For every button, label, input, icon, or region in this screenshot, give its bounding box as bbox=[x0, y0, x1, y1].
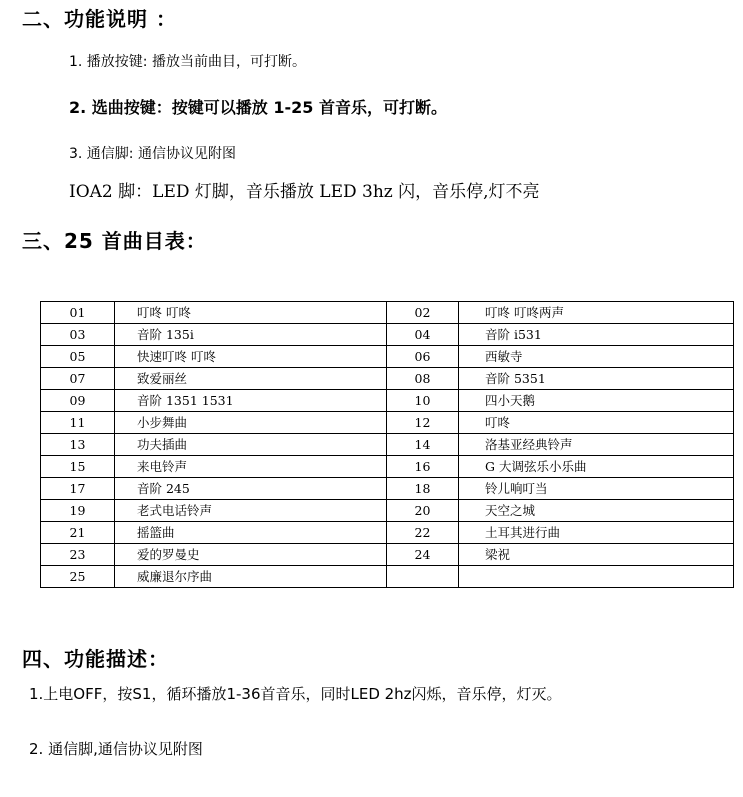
song-row bbox=[41, 478, 734, 500]
song-title-cell: 音阶 i531 bbox=[459, 324, 734, 346]
song-row bbox=[41, 390, 734, 412]
song-title-cell: 致爱丽丝 bbox=[115, 368, 387, 390]
song-title-cell: 西敏寺 bbox=[459, 346, 734, 368]
song-number-cell: 23 bbox=[41, 544, 115, 566]
song-title-cell: 音阶 135i bbox=[115, 324, 387, 346]
song-title-cell: G 大调弦乐小乐曲 bbox=[459, 456, 734, 478]
song-number-cell: 21 bbox=[41, 522, 115, 544]
song-row bbox=[41, 324, 734, 346]
song-row bbox=[41, 412, 734, 434]
song-number-cell: 10 bbox=[387, 390, 459, 412]
song-title-cell: 小步舞曲 bbox=[115, 412, 387, 434]
function-item-select-key: 2. 选曲按键：按键可以播放 1-25 首音乐，可打断。 bbox=[69, 98, 447, 117]
song-title-cell: 叮咚 叮咚两声 bbox=[459, 302, 734, 324]
song-number-cell: 14 bbox=[387, 434, 459, 456]
song-number-cell: 05 bbox=[41, 346, 115, 368]
song-number-cell: 06 bbox=[387, 346, 459, 368]
song-title-cell: 爱的罗曼史 bbox=[115, 544, 387, 566]
section-2-heading: 二、功能说明 ： bbox=[22, 7, 177, 31]
song-number-cell: 03 bbox=[41, 324, 115, 346]
song-number-cell: 19 bbox=[41, 500, 115, 522]
description-item-comm-pin: 2. 通信脚,通信协议见附图 bbox=[29, 740, 203, 758]
song-title-cell: 音阶 1351 1531 bbox=[115, 390, 387, 412]
song-number-cell: 11 bbox=[41, 412, 115, 434]
song-number-cell: 13 bbox=[41, 434, 115, 456]
song-title-cell: 四小天鹅 bbox=[459, 390, 734, 412]
function-item-play-key: 1. 播放按键: 播放当前曲目，可打断。 bbox=[69, 54, 306, 70]
section-3-heading: 三、25 首曲目表： bbox=[22, 229, 207, 253]
song-title-cell: 土耳其进行曲 bbox=[459, 522, 734, 544]
song-list-body bbox=[41, 302, 734, 588]
song-row bbox=[41, 544, 734, 566]
song-number-cell: 18 bbox=[387, 478, 459, 500]
song-row bbox=[41, 346, 734, 368]
song-title-cell: 威廉退尔序曲 bbox=[115, 566, 387, 588]
song-number-cell: 09 bbox=[41, 390, 115, 412]
song-number-cell bbox=[387, 566, 459, 588]
song-number-cell: 08 bbox=[387, 368, 459, 390]
song-title-cell: 梁祝 bbox=[459, 544, 734, 566]
song-title-cell: 老式电话铃声 bbox=[115, 500, 387, 522]
song-number-cell: 17 bbox=[41, 478, 115, 500]
song-title-cell: 功夫插曲 bbox=[115, 434, 387, 456]
song-title-cell: 摇篮曲 bbox=[115, 522, 387, 544]
song-title-cell: 音阶 5351 bbox=[459, 368, 734, 390]
song-number-cell: 24 bbox=[387, 544, 459, 566]
function-item-comm-pin: 3. 通信脚: 通信协议见附图 bbox=[69, 146, 236, 162]
song-number-cell: 16 bbox=[387, 456, 459, 478]
song-title-cell: 洛基亚经典铃声 bbox=[459, 434, 734, 456]
song-row bbox=[41, 434, 734, 456]
song-title-cell: 音阶 245 bbox=[115, 478, 387, 500]
song-number-cell: 12 bbox=[387, 412, 459, 434]
song-number-cell: 25 bbox=[41, 566, 115, 588]
section-4-heading: 四、功能描述： bbox=[22, 647, 169, 671]
song-number-cell: 07 bbox=[41, 368, 115, 390]
song-number-cell: 02 bbox=[387, 302, 459, 324]
song-title-cell: 叮咚 叮咚 bbox=[115, 302, 387, 324]
song-title-cell: 天空之城 bbox=[459, 500, 734, 522]
song-row bbox=[41, 302, 734, 324]
song-row bbox=[41, 368, 734, 390]
song-number-cell: 01 bbox=[41, 302, 115, 324]
song-number-cell: 15 bbox=[41, 456, 115, 478]
song-number-cell: 22 bbox=[387, 522, 459, 544]
song-row bbox=[41, 522, 734, 544]
song-title-cell: 快速叮咚 叮咚 bbox=[115, 346, 387, 368]
song-title-cell: 叮咚 bbox=[459, 412, 734, 434]
song-title-cell bbox=[459, 566, 734, 588]
song-row bbox=[41, 456, 734, 478]
song-row bbox=[41, 500, 734, 522]
song-number-cell: 20 bbox=[387, 500, 459, 522]
description-item-power-on: 1.上电OFF，按S1，循环播放1-36首音乐，同时LED 2hz闪烁，音乐停，灯灭。 bbox=[29, 685, 562, 703]
song-title-cell: 铃儿响叮当 bbox=[459, 478, 734, 500]
ioa2-led-note: IOA2 脚：LED 灯脚，音乐播放 LED 3hz 闪，音乐停,灯不亮 bbox=[69, 182, 540, 202]
song-list-table bbox=[40, 301, 734, 588]
song-number-cell: 04 bbox=[387, 324, 459, 346]
song-title-cell: 来电铃声 bbox=[115, 456, 387, 478]
song-row bbox=[41, 566, 734, 588]
